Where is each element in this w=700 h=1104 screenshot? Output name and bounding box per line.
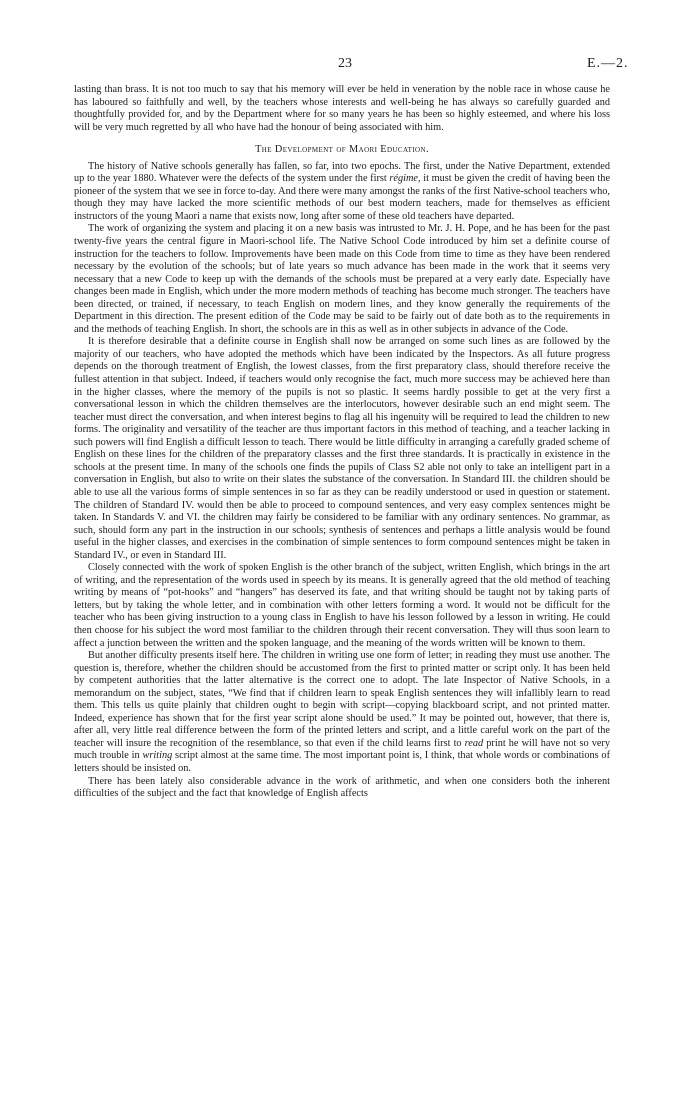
paragraph [74,562,610,650]
paragraph-text: print he will have not so very much trouble in [74,737,610,762]
paragraph [74,776,610,801]
paragraph [74,650,610,775]
section-heading: The Development of Maori Education. [255,144,429,156]
paragraph [74,336,610,562]
paragraph-text: The history of Native schools generally has fallen, so far, into two epochs. The first, under the Native Department, extended up to the year 1880. Whatever were the defects of the system under the first [74,160,610,185]
document-reference: E.—2. [587,56,629,71]
paragraph-text: The work of organizing the system and placing it on a new basis was intrusted to Mr. J. H. Pope, and he has been for the past twenty-five years the central figure in Maori-school life. The Native School Code introduced by him set a definite course of instruction for the teachers to follow. Improvements have been made on this Code from time to time as they have been rendered necessary by the evolution of the schools; but of late years so much advance has been made in the work that it seems very necessary that a new Code to keep up with the demands of the schools must be prepared at a very early date. Especially have changes been made in English, which under the more modern methods of teaching has become much stronger. The teachers have been directed, or trained, if necessary, to teach English on modern lines, and they know generally the requirements of the Department in this direction. The present edition of the Code may be said to be fairly out of date both as to the requirements in and the methods of teaching English. In short, the schools are in this as well as in other subjects in advance of the Code. [74,223,610,335]
paragraph-text: There has been lately also considerable advance in the work of arithmetic, and when one considers both the inherent difficulties of the subject and the fact that knowledge of English affects [74,775,610,800]
paragraph [74,223,610,336]
paragraph-text: Closely connected with the work of spoken English is the other branch of the subject, written English, which brings in the art of writing, and the representation of the words used in speech by its means. It is generally agreed that the old method of teaching writing by means of “pot-hooks” and “hangers” has deserved its fate, and that writing should be taught not by taking parts of letters, but by taking the whole letter, and in combination with other letters forming a word. It would not be difficult for the teacher who has been giving instruction to a young class in English to have his lesson followed by a lesson in writing. He could then choose for his subject the word most familiar to the children through their recent conversation. They will thus soon learn to affect a junction between the written and the spoken language, and the meaning of the words written will be known to them. [74,562,610,649]
italic-text: régime [389,173,418,185]
paragraph-text: lasting than brass. It is not too much to say that his memory will ever be held in veneration by the noble race in whose cause he has laboured so faithfully and well, by the teachers whose interests and well-being he has always so carefully guarded and thoughtfully provided for, and by the Department where for so many years he has been so highly esteemed, and where his loss will be very much regretted by all who have had the honour of being associated with him. [74,84,610,133]
paragraph-text: script almost at the same time. The most important point is, I think, that whole words or combinations of letters should be insisted on. [74,750,611,774]
italic-text: read [464,737,484,749]
page-number: 23 [338,56,352,71]
paragraph [74,84,610,134]
paragraph [74,161,610,224]
italic-text: writing [142,750,173,762]
paragraph-text: , it must be given the credit of having been the pioneer of the system that we see in force to-day. And there were many amongst the ranks of the first Native-school teachers who, though they may have lacked the more scientific methods of our best modern teachers, made for themselves as efficient instructors of the young Maori a name that exists now, long after some of these old teachers have departed. [74,173,611,222]
paragraph-text: It is therefore desirable that a definite course in English shall now be arranged on some such lines as are followed by the majority of our teachers, who have adopted the methods which have been indicated by the Inspectors. As all future progress depends on the thorough treatment of English, the lowest classes, from the first preparatory class, should therefore receive the fullest attention in that subject. Indeed, if teachers would only recognise the fact, much more success may be achieved here than in the higher classes, where the memory of the pupils is not so plastic. It seems hardly possible to get at the very first a conversational lesson in which the children themselves are the interlocutors, however desirable such an end might seem. The teacher must direct the conversation, and when interest begins to flag all his ingenuity will be required to lead the children to new forms. The originality and versatility of the teacher are thus important factors in this method of teaching, and a teacher lacking in such powers will find English a difficult lesson to teach. There would be little difficulty in arranging a carefully graded scheme of English on these lines for the children of the preparatory classes and the first three standards. It is practically in existence in the schools at the present time. In many of the schools one finds the pupils of Class S2 able not only to take an intelligent part in a conversation in English, but also to write on their slates the substance of the conversation. In Standard III. the children should be able to use all the various forms of simple sentences in so far as they can be readily understood or used in question or statement. The children of Standard IV. would then be able to proceed to compound sentences, and very easy complex sentences might be taken. In Standards V. and VI. the children may fairly be considered to be familiar with any ordinary sentences. No grammar, as such, should form any part in the instruction in our schools; synthesis of sentences and perhaps a little analysis would be found useful in the higher classes, and exercises in the combination of simple sentences to form compound sentences might be taken in Standard IV., or even in Standard III. [74,336,610,561]
body-text [74,84,610,801]
paragraph-text: But another difficulty presents itself here. The children in writing use one form of letter; in reading they must use another. The question is, therefore, whether the children should be accustomed from the first to printed matter or script only. It has been held by competent authorities that the latter alternative is the correct one to adopt. The late Inspector of Native Schools, in a memorandum on the subject, states, “We find that if children learn to speak English sentences they will infallibly learn to read them. This tells us quite plainly that children ought to begin with script—copying blackboard script, and not printed matter. Indeed, experience has shown that for the first year script alone should be used.” It may be pointed out, however, that there is, after all, very little real difference between the form of the printed letters and script, and a little careful work on the part of the teacher will insure the recognition of the resemblance, so that even if the child learns first to [74,650,610,749]
